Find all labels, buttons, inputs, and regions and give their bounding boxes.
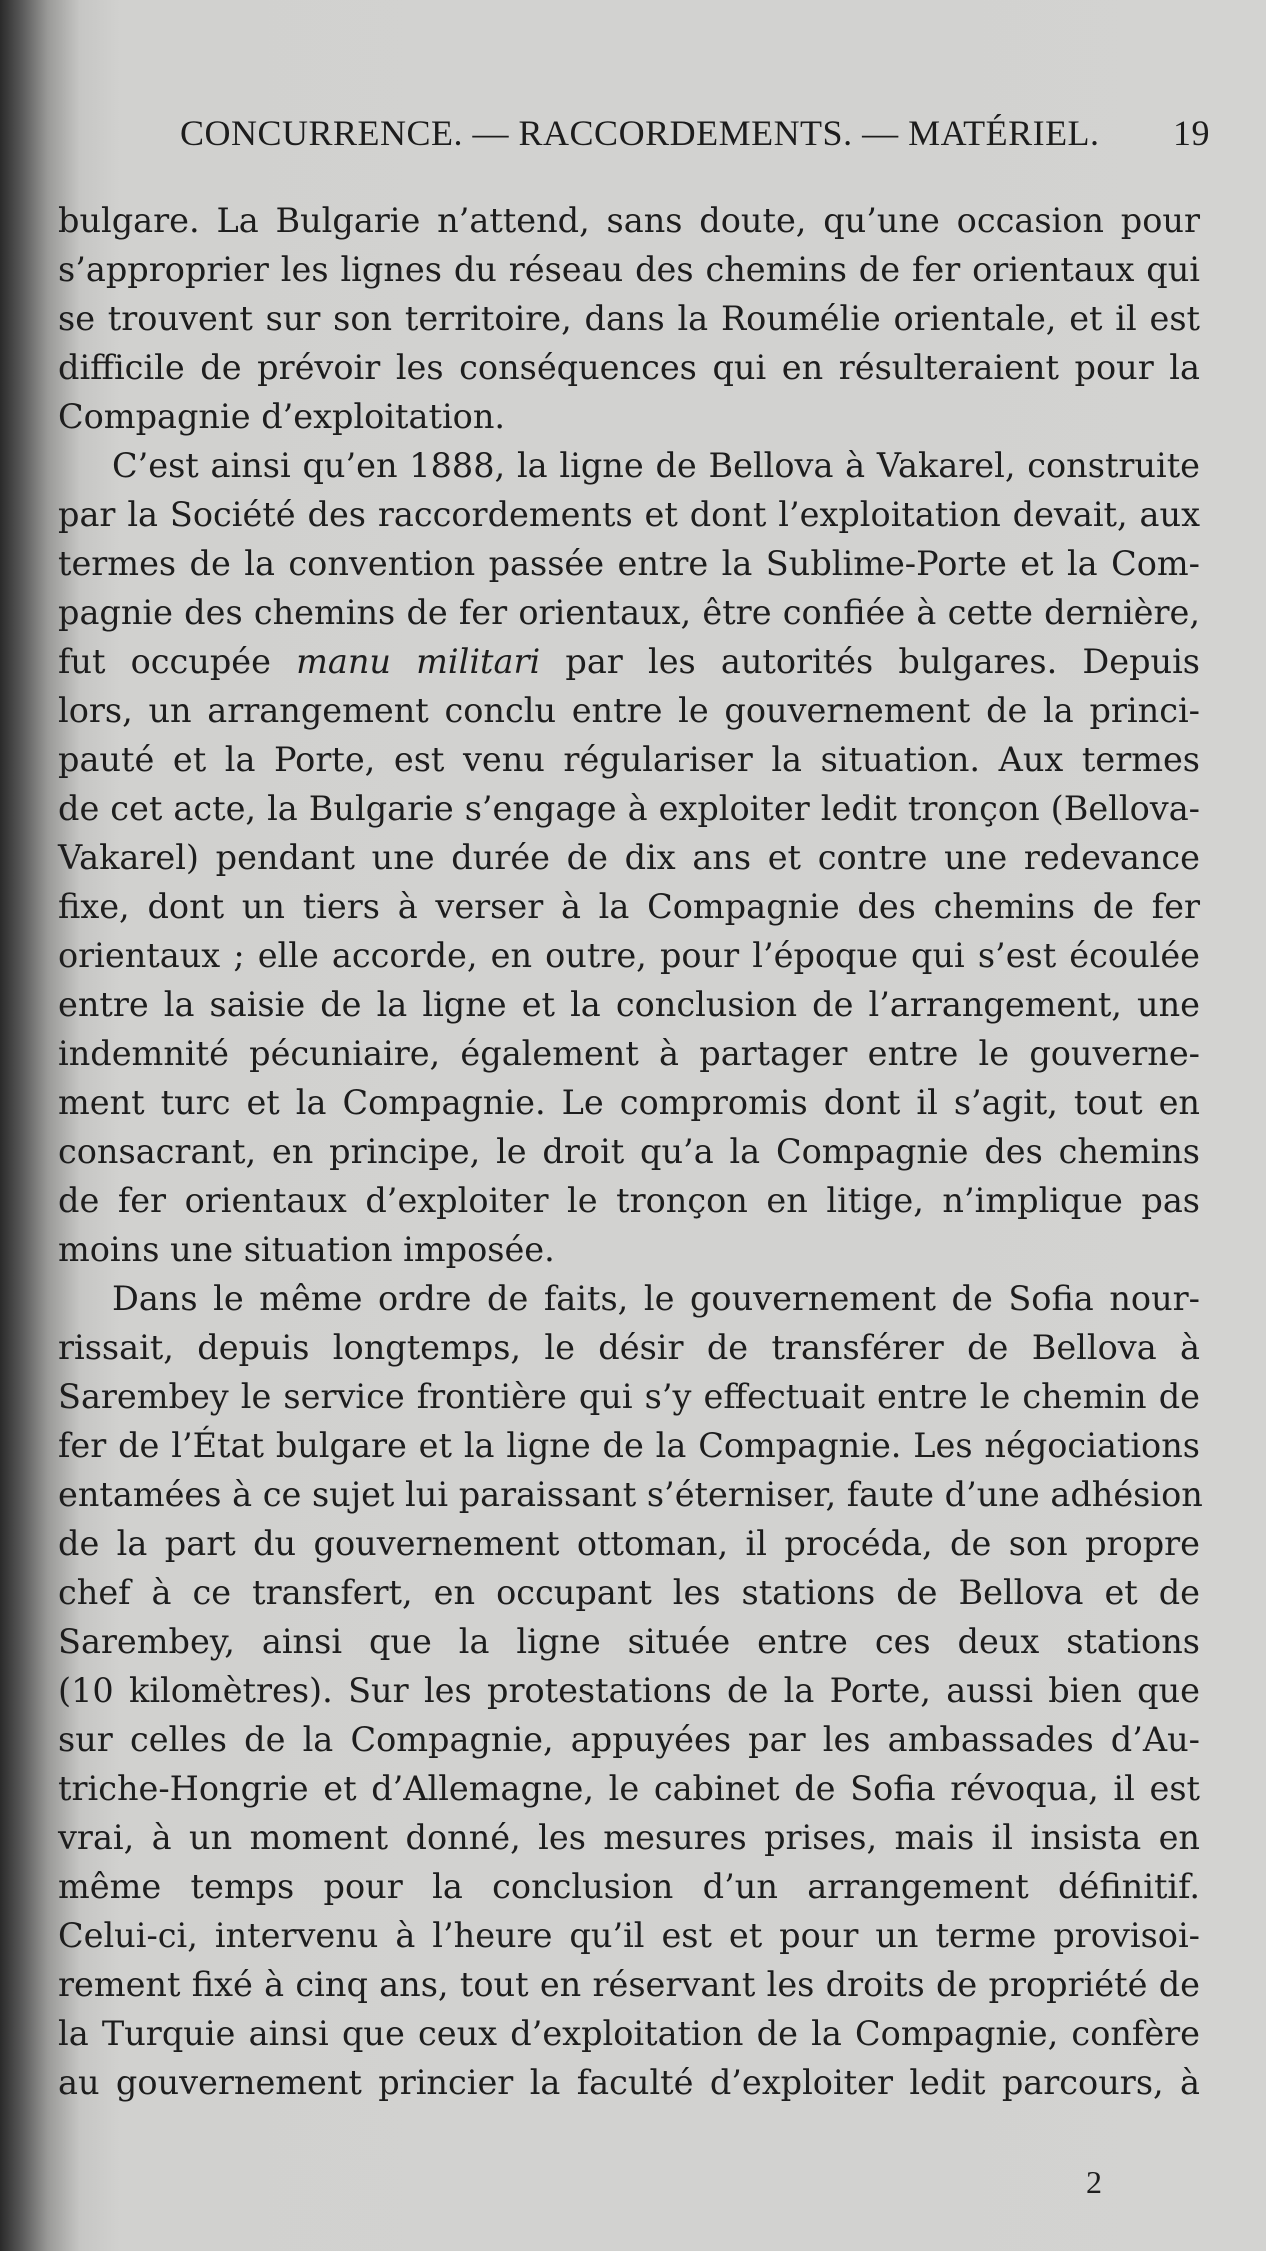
text-line: par la Société des raccordements et dont l’exploitation devait, aux [58,495,1200,534]
text-line: même temps pour la conclusion d’un arrangement définitif. [58,1867,1200,1906]
text-line: pagnie des chemins de fer orientaux, être confiée à cette dernière, [58,593,1200,632]
text-line: Sarembey, ainsi que la ligne située entre ces deux stations [58,1622,1200,1661]
text-line: s’approprier les lignes du réseau des chemins de fer orientaux qui [58,250,1200,289]
text-fragment: par les autorités bulgares. Depuis [565,642,1200,681]
italic-phrase: manu militari [296,642,541,681]
text-line: pauté et la Porte, est venu régulariser la situation. Aux termes [58,740,1200,779]
page-header [180,112,1210,164]
text-line: fer de l’État bulgare et la ligne de la Compagnie. Les négociations [58,1426,1200,1465]
text-line: consacrant, en principe, le droit qu’a la Compagnie des chemins [58,1132,1200,1171]
text-fragment: fut occupée [58,642,271,681]
text-line: Sarembey le service frontière qui s’y effectuait entre le chemin de [58,1377,1200,1416]
text-line: ment turc et la Compagnie. Le compromis dont il s’agit, tout en [58,1083,1200,1122]
text-line: (10 kilomètres). Sur les protestations de la Porte, aussi bien que [58,1671,1200,1710]
text-line: C’est ainsi qu’en 1888, la ligne de Bellova à Vakarel, construite [112,446,1200,485]
text-line: de fer orientaux d’exploiter le tronçon en litige, n’implique pas [58,1181,1200,1220]
text-line: orientaux ; elle accorde, en outre, pour l’époque qui s’est écoulée [58,936,1200,975]
signature-mark: 2 [1086,2164,1102,2200]
text-line: chef à ce transfert, en occupant les stations de Bellova et de [58,1573,1200,1612]
text-line: indemnité pécuniaire, également à partager entre le gouverne- [58,1034,1200,1073]
page-number: 19 [1173,113,1210,153]
text-line: se trouvent sur son territoire, dans la Roumélie orientale, et il est [58,299,1200,338]
text-line: Vakarel) pendant une durée de dix ans et contre une redevance [58,838,1200,877]
text-line-with-italic [58,637,1200,686]
text-line: termes de la convention passée entre la Sublime-Porte et la Com- [58,544,1200,583]
text-line: moins une situation imposée. [58,1230,555,1269]
running-head: CONCURRENCE. — RACCORDEMENTS. — MATÉRIEL. [180,113,1100,153]
text-line: vrai, à un moment donné, les mesures prises, mais il insista en [58,1818,1200,1857]
text-line: de cet acte, la Bulgarie s’engage à exploiter ledit tronçon (Bellova- [58,789,1200,828]
text-line: entre la saisie de la ligne et la conclusion de l’arrangement, une [58,985,1200,1024]
text-line: de la part du gouvernement ottoman, il procéda, de son propre [58,1524,1200,1563]
text-line: bulgare. La Bulgarie n’attend, sans doute, qu’une occasion pour [58,201,1200,240]
text-line: rissait, depuis longtemps, le désir de transférer de Bellova à [58,1328,1200,1367]
text-line: difficile de prévoir les conséquences qui en résulteraient pour la [58,348,1200,387]
text-line: lors, un arrangement conclu entre le gouvernement de la princi- [58,691,1200,730]
text-line: Celui-ci, intervenu à l’heure qu’il est et pour un terme provisoi- [58,1916,1200,1955]
text-line: Compagnie d’exploitation. [58,397,506,436]
text-line: rement fixé à cinq ans, tout en réservant les droits de propriété de [58,1965,1200,2004]
text-line: la Turquie ainsi que ceux d’exploitation de la Compagnie, confère [58,2014,1200,2053]
text-line: sur celles de la Compagnie, appuyées par les ambassades d’Au- [58,1720,1200,1759]
text-line: triche-Hongrie et d’Allemagne, le cabinet de Sofia révoqua, il est [58,1769,1200,1808]
text-line: fixe, dont un tiers à verser à la Compagnie des chemins de fer [58,887,1200,926]
body-text [58,196,1203,2107]
text-line: Dans le même ordre de faits, le gouvernement de Sofia nour- [112,1279,1200,1318]
text-line: entamées à ce sujet lui paraissant s’éterniser, faute d’une adhésion [58,1475,1203,1514]
text-line: au gouvernement princier la faculté d’exploiter ledit parcours, à [58,2063,1200,2102]
